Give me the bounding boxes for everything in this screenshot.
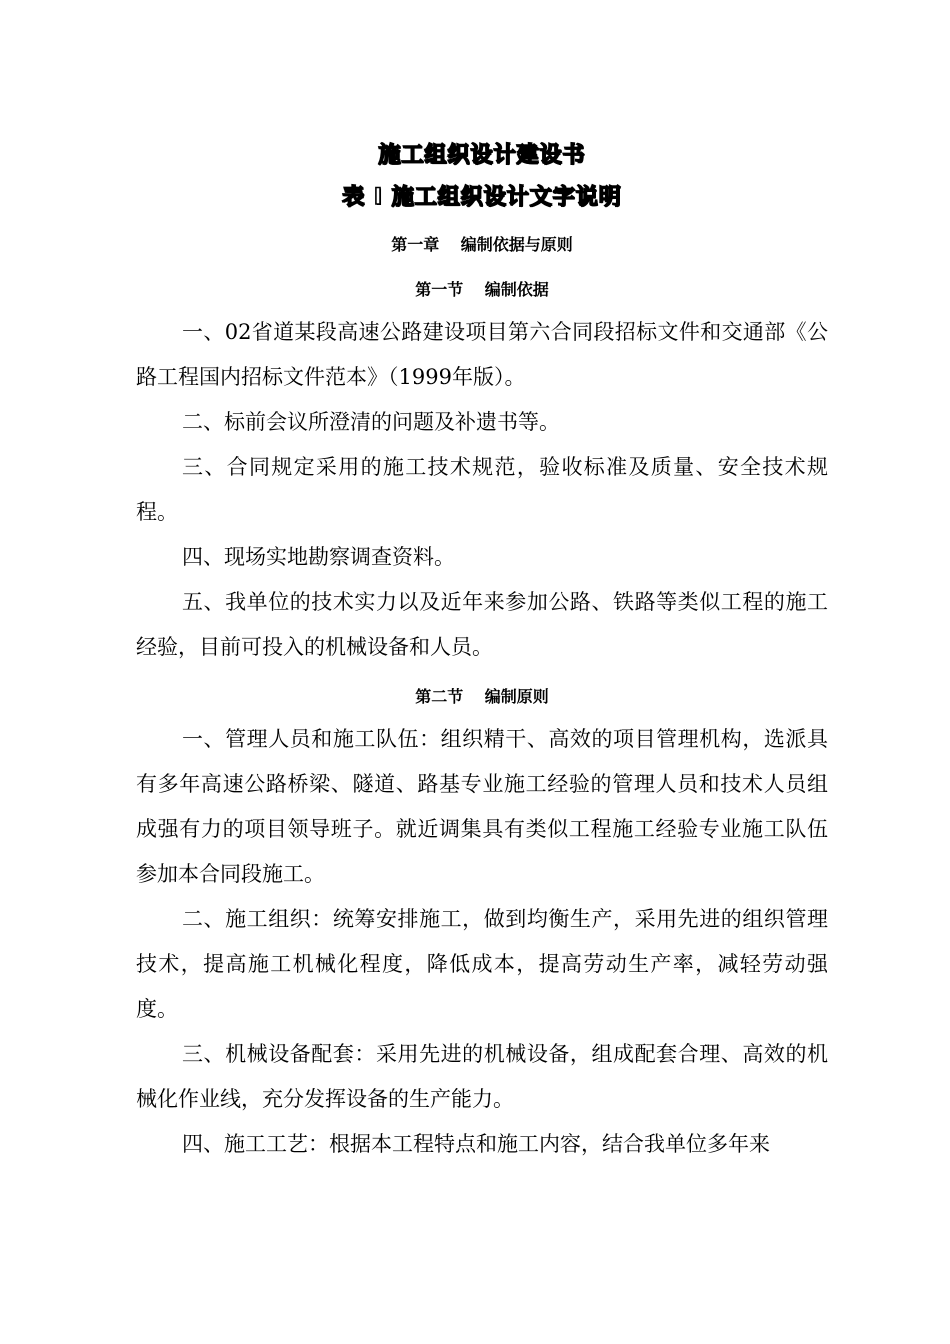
section-basis-paragraphs	[136, 310, 828, 670]
paragraph: 三、合同规定采用的施工技术规范，验收标准及质量、安全技术规程。	[136, 455, 828, 524]
section-principles-paragraphs	[136, 717, 828, 1167]
paragraph: 二、标前会议所澄清的问题及补遗书等。	[182, 410, 560, 434]
paragraph: 四、施工工艺：根据本工程特点和施工内容，结合我单位多年来	[182, 1132, 770, 1156]
document-title: 施工组织设计建设书	[378, 143, 586, 168]
paragraph: 五、我单位的技术实力以及近年来参加公路、铁路等类似工程的施工经验，目前可投入的机械设备和人员。	[136, 590, 828, 659]
section-heading-basis: 第一节 编制依据	[415, 280, 549, 299]
paragraph: 一、管理人员和施工队伍：组织精干、高效的项目管理机构，选派具有多年高速公路桥梁、隧道、路基专业施工经验的管理人员和技术人员组成强有力的项目领导班子。就近调集具有类似工程施工经验专业施工队伍参加本合同段施工。	[136, 727, 828, 886]
paragraph: 一、02省道某段高速公路建设项目第六合同段招标文件和交通部《公路工程国内招标文件范本》（1999年版）。	[136, 320, 828, 389]
section-heading-principles: 第二节 编制原则	[415, 687, 549, 706]
document-body	[136, 138, 828, 1167]
paragraph: 四、现场实地勘察调查资料。	[182, 545, 455, 569]
chapter-heading: 第一章 编制依据与原则	[391, 235, 573, 254]
paragraph: 二、施工组织：统筹安排施工，做到均衡生产，采用先进的组织管理技术，提高施工机械化程度，降低成本，提高劳动生产率，减轻劳动强度。	[136, 907, 828, 1021]
document-subtitle: 表 I 施工组织设计文字说明	[342, 185, 622, 210]
paragraph: 三、机械设备配套：采用先进的机械设备，组成配套合理、高效的机械化作业线，充分发挥设备的生产能力。	[136, 1042, 828, 1111]
